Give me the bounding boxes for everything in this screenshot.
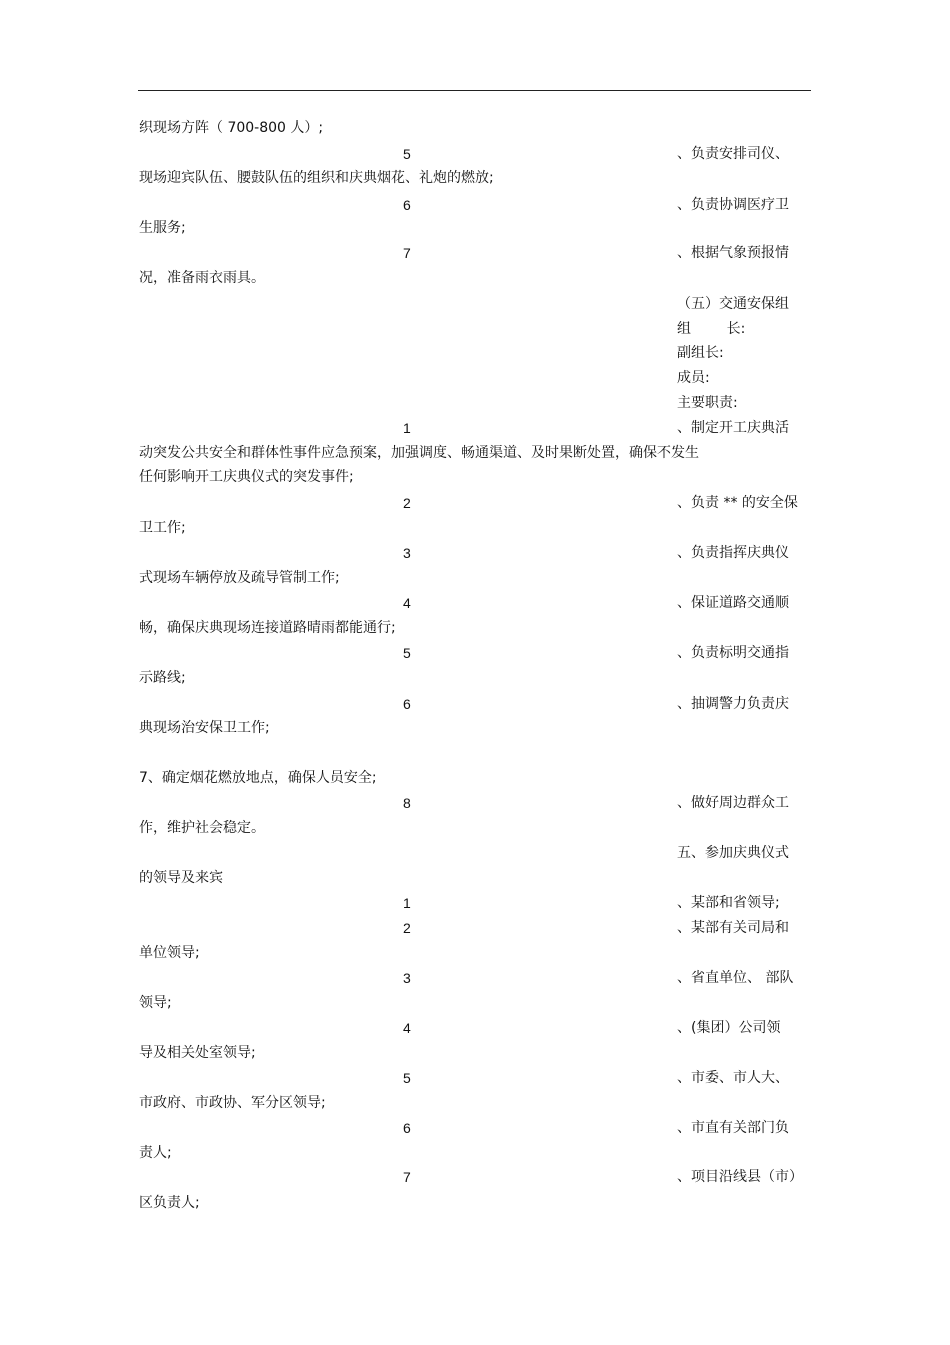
section-heading: 五、参加庆典仪式 (677, 845, 789, 861)
text-line: 现场迎宾队伍、腰鼓队伍的组织和庆典烟花、礼炮的燃放; (139, 170, 494, 186)
text-line: 区负责人; (139, 1195, 200, 1211)
text-line: 动突发公共安全和群体性事件应急预案，加强调度、畅通渠道、及时果断处置，确保不发生 (139, 445, 699, 461)
text-line: 领导; (139, 995, 172, 1011)
list-number: 6 (403, 696, 411, 712)
list-item-text: 、负责 ** 的安全保 (677, 495, 798, 511)
text-line: 卫工作; (139, 520, 186, 536)
text-line: 7、确定烟花燃放地点，确保人员安全; (139, 770, 377, 786)
list-item-text: 、保证道路交通顺 (677, 595, 789, 611)
list-item-text: 、负责协调医疗卫 (677, 197, 789, 213)
list-number: 6 (403, 197, 411, 213)
list-item-text: 、项目沿线县（市） (677, 1169, 803, 1185)
list-item-text: 、某部和省领导; (677, 895, 780, 911)
text-line: 畅，确保庆典现场连接道路晴雨都能通行; (139, 620, 396, 636)
text-line: 式现场车辆停放及疏导管制工作; (139, 570, 340, 586)
list-number: 3 (403, 970, 411, 986)
list-item-text: 、市直有关部门负 (677, 1120, 789, 1136)
list-number: 5 (403, 1070, 411, 1086)
list-item-text: 、省直单位、 部队 (677, 970, 794, 986)
text-line: 任何影响开工庆典仪式的突发事件; (139, 469, 354, 485)
list-item-text: 、负责标明交通指 (677, 645, 789, 661)
text-line: 的领导及来宾 (139, 870, 223, 886)
text-line: 市政府、市政协、军分区领导; (139, 1095, 326, 1111)
list-item-text: 、(集团）公司领 (677, 1020, 781, 1036)
list-number: 6 (403, 1120, 411, 1136)
duties-label: 主要职责: (677, 395, 738, 411)
text-line: 示路线; (139, 670, 186, 686)
list-item-text: 、负责指挥庆典仪 (677, 545, 789, 561)
text-line: 导及相关处室领导; (139, 1045, 256, 1061)
list-item-text: 、抽调警力负责庆 (677, 696, 789, 712)
list-number: 2 (403, 495, 411, 511)
list-item-text: 、做好周边群众工 (677, 795, 789, 811)
list-number: 7 (403, 245, 411, 261)
list-number: 8 (403, 795, 411, 811)
text-line: 况，准备雨衣雨具。 (139, 270, 265, 286)
text-line: 典现场治安保卫工作; (139, 720, 270, 736)
list-number: 1 (403, 895, 411, 911)
list-item-text: 、市委、市人大、 (677, 1070, 789, 1086)
section-heading: （五）交通安保组 (677, 296, 789, 312)
list-number: 7 (403, 1169, 411, 1185)
list-number: 4 (403, 595, 411, 611)
list-number: 3 (403, 545, 411, 561)
text-line: 织现场方阵（ 700-800 人）; (139, 120, 324, 136)
list-item-text: 、制定开工庆典活 (677, 420, 789, 436)
group-leader-label: 组 长: (677, 321, 746, 337)
list-number: 1 (403, 420, 411, 436)
list-number: 4 (403, 1020, 411, 1036)
header-rule (138, 90, 811, 91)
text-line: 单位领导; (139, 945, 200, 961)
text-line: 责人; (139, 1145, 172, 1161)
text-line: 生服务; (139, 220, 186, 236)
list-number: 5 (403, 645, 411, 661)
deputy-leader-label: 副组长: (677, 345, 724, 361)
list-item-text: 、某部有关司局和 (677, 920, 789, 936)
text-line: 作，维护社会稳定。 (139, 820, 265, 836)
list-number: 2 (403, 920, 411, 936)
list-item-text: 、根据气象预报情 (677, 245, 789, 261)
list-number: 5 (403, 146, 411, 162)
members-label: 成员: (677, 370, 710, 386)
list-item-text: 、负责安排司仪、 (677, 146, 789, 162)
